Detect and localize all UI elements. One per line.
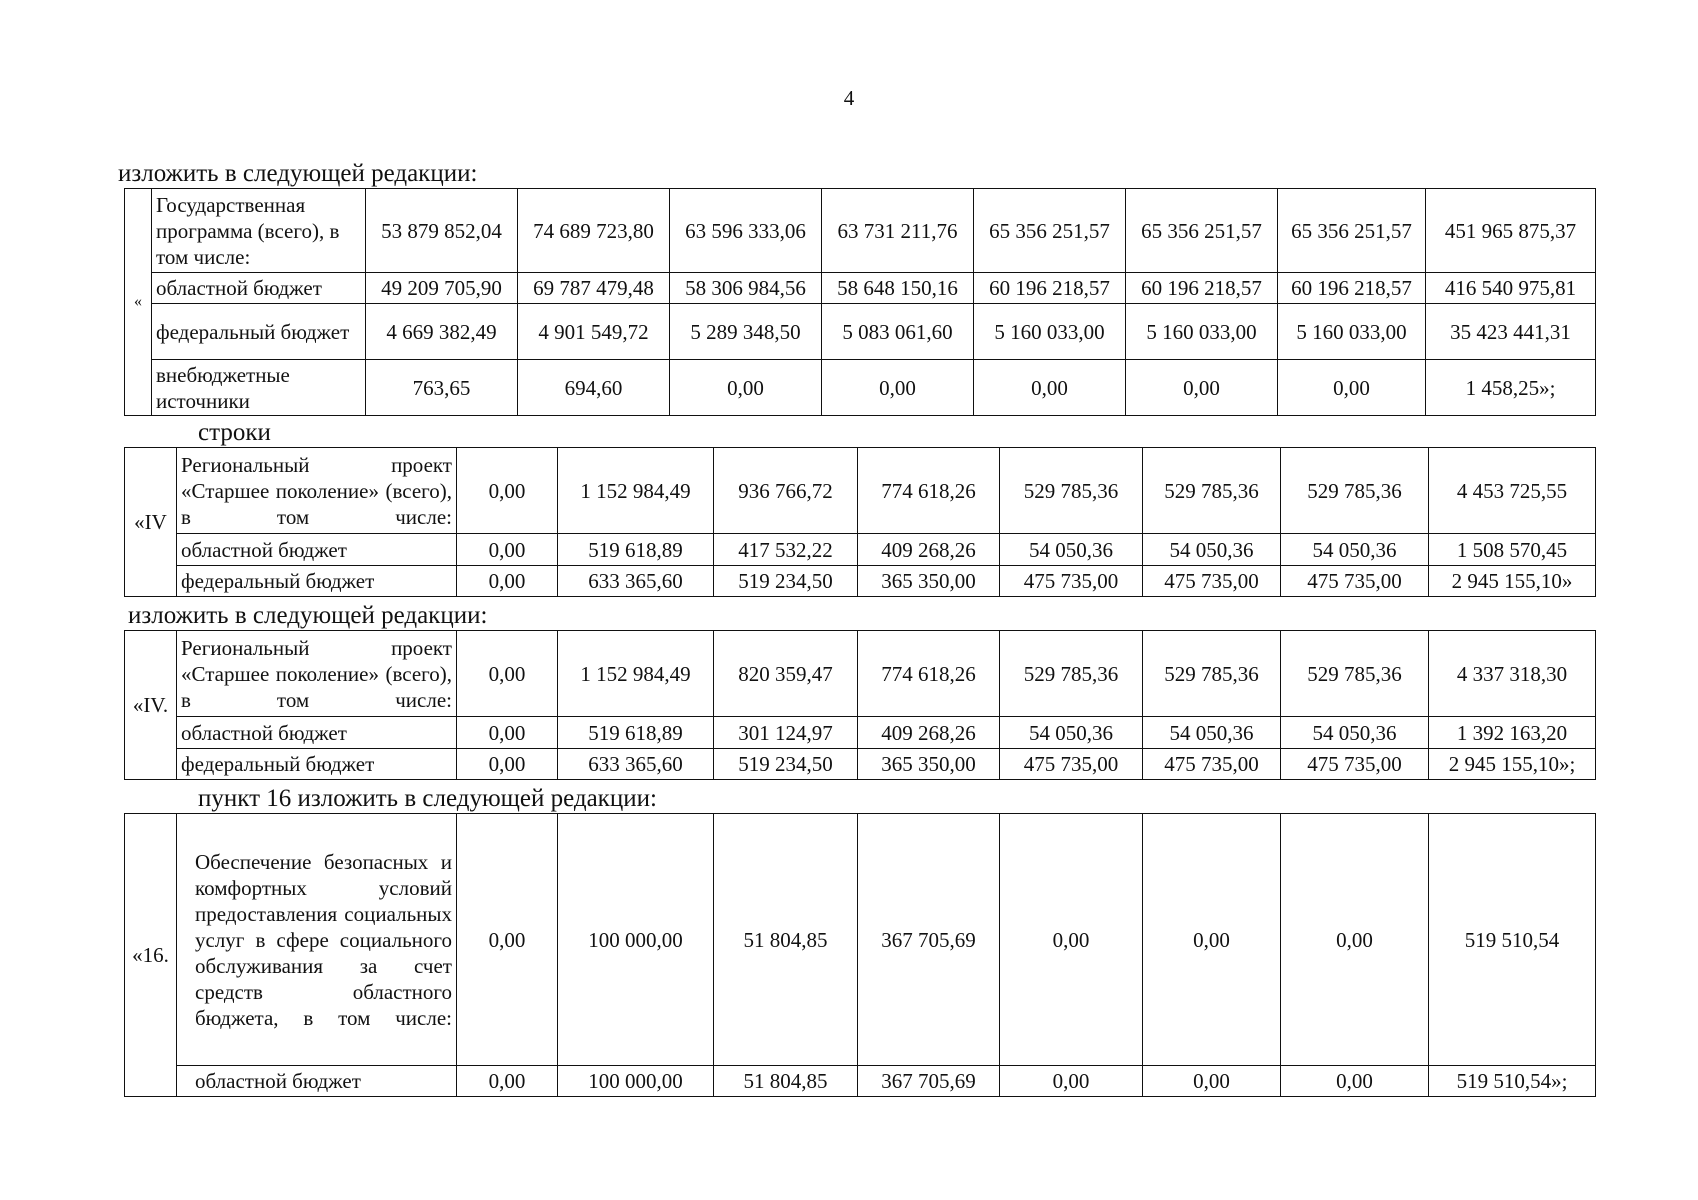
cell-value: 529 785,36 — [1143, 448, 1281, 534]
table-regional-project-old — [124, 447, 1596, 597]
cell-value: 49 209 705,90 — [366, 273, 518, 304]
cell-value: 0,00 — [1126, 360, 1278, 416]
table-row — [125, 448, 1596, 534]
cell-value: 0,00 — [457, 631, 558, 717]
cell-value: 529 785,36 — [1281, 448, 1429, 534]
cell-value: 0,00 — [1281, 814, 1429, 1066]
row-label: федеральный бюджет — [152, 304, 366, 360]
cell-value: 63 596 333,06 — [670, 189, 822, 273]
caption-new-edition-1: изложить в следующей редакции: — [118, 160, 478, 187]
cell-value: 365 350,00 — [858, 566, 1000, 597]
table-row — [125, 749, 1596, 780]
row-marker: «IV. — [125, 631, 177, 780]
cell-value: 475 735,00 — [1000, 749, 1143, 780]
cell-value: 2 945 155,10»; — [1429, 749, 1596, 780]
row-label: областной бюджет — [177, 534, 457, 566]
cell-value: 4 453 725,55 — [1429, 448, 1596, 534]
cell-value: 0,00 — [457, 534, 558, 566]
cell-value: 529 785,36 — [1000, 448, 1143, 534]
cell-value: 367 705,69 — [858, 814, 1000, 1066]
cell-value: 0,00 — [1143, 814, 1281, 1066]
cell-value: 4 337 318,30 — [1429, 631, 1596, 717]
cell-value: 5 160 033,00 — [974, 304, 1126, 360]
cell-value: 60 196 218,57 — [1126, 273, 1278, 304]
caption-item-16: пункт 16 изложить в следующей редакции: — [198, 785, 657, 812]
cell-value: 365 350,00 — [858, 749, 1000, 780]
row-label: областной бюджет — [177, 1066, 457, 1097]
cell-value: 74 689 723,80 — [518, 189, 670, 273]
cell-value: 0,00 — [974, 360, 1126, 416]
cell-value: 0,00 — [457, 448, 558, 534]
cell-value: 694,60 — [518, 360, 670, 416]
cell-value: 65 356 251,57 — [974, 189, 1126, 273]
cell-value: 519 510,54»; — [1429, 1066, 1596, 1097]
cell-value: 475 735,00 — [1143, 749, 1281, 780]
table-item-16 — [124, 813, 1596, 1097]
row-label: внебюджетные источники — [152, 360, 366, 416]
cell-value: 0,00 — [457, 749, 558, 780]
row-label: федеральный бюджет — [177, 566, 457, 597]
cell-value: 1 152 984,49 — [558, 448, 714, 534]
cell-value: 774 618,26 — [858, 448, 1000, 534]
table-state-program — [124, 188, 1596, 416]
cell-value: 51 804,85 — [714, 814, 858, 1066]
cell-value: 0,00 — [457, 814, 558, 1066]
cell-value: 529 785,36 — [1143, 631, 1281, 717]
cell-value: 35 423 441,31 — [1426, 304, 1596, 360]
cell-value: 5 160 033,00 — [1278, 304, 1426, 360]
table-row — [125, 534, 1596, 566]
row-marker: «IV — [125, 448, 177, 597]
cell-value: 54 050,36 — [1143, 717, 1281, 749]
cell-value: 0,00 — [457, 717, 558, 749]
cell-value: 529 785,36 — [1281, 631, 1429, 717]
cell-value: 0,00 — [1278, 360, 1426, 416]
cell-value: 633 365,60 — [558, 566, 714, 597]
cell-value: 475 735,00 — [1281, 566, 1429, 597]
cell-value: 5 289 348,50 — [670, 304, 822, 360]
row-label: Региональный проект «Старшее поколение» (всего), в том числе: — [177, 631, 457, 717]
cell-value: 633 365,60 — [558, 749, 714, 780]
table-row — [125, 304, 1596, 360]
table-row — [125, 631, 1596, 717]
row-label: федеральный бюджет — [177, 749, 457, 780]
cell-value: 451 965 875,37 — [1426, 189, 1596, 273]
cell-value: 519 618,89 — [558, 717, 714, 749]
cell-value: 0,00 — [1281, 1066, 1429, 1097]
row-label: Обеспечение безопасных и комфортных условий предоставления социальных услуг в сфере социального обслуживания за счет средств областного бюджета, в том числе: — [177, 814, 457, 1066]
cell-value: 100 000,00 — [558, 1066, 714, 1097]
table-regional-project-new — [124, 630, 1596, 780]
cell-value: 60 196 218,57 — [974, 273, 1126, 304]
table-row — [125, 566, 1596, 597]
cell-value: 1 458,25»; — [1426, 360, 1596, 416]
cell-value: 0,00 — [1143, 1066, 1281, 1097]
cell-value: 529 785,36 — [1000, 631, 1143, 717]
cell-value: 69 787 479,48 — [518, 273, 670, 304]
cell-value: 51 804,85 — [714, 1066, 858, 1097]
cell-value: 519 618,89 — [558, 534, 714, 566]
cell-value: 409 268,26 — [858, 717, 1000, 749]
cell-value: 0,00 — [457, 566, 558, 597]
cell-value: 53 879 852,04 — [366, 189, 518, 273]
table-row — [125, 189, 1596, 273]
cell-value: 409 268,26 — [858, 534, 1000, 566]
cell-value: 54 050,36 — [1281, 534, 1429, 566]
table-row — [125, 1066, 1596, 1097]
cell-value: 5 160 033,00 — [1126, 304, 1278, 360]
table-row — [125, 273, 1596, 304]
cell-value: 65 356 251,57 — [1126, 189, 1278, 273]
cell-value: 4 901 549,72 — [518, 304, 670, 360]
cell-value: 519 234,50 — [714, 566, 858, 597]
cell-value: 475 735,00 — [1281, 749, 1429, 780]
cell-value: 820 359,47 — [714, 631, 858, 717]
cell-value: 774 618,26 — [858, 631, 1000, 717]
cell-value: 0,00 — [1000, 1066, 1143, 1097]
cell-value: 54 050,36 — [1000, 717, 1143, 749]
cell-value: 4 669 382,49 — [366, 304, 518, 360]
row-label: Государственная программа (всего), в том числе: — [152, 189, 366, 273]
cell-value: 475 735,00 — [1143, 566, 1281, 597]
cell-value: 416 540 975,81 — [1426, 273, 1596, 304]
cell-value: 0,00 — [1000, 814, 1143, 1066]
cell-value: 54 050,36 — [1000, 534, 1143, 566]
cell-value: 1 392 163,20 — [1429, 717, 1596, 749]
cell-value: 1 152 984,49 — [558, 631, 714, 717]
caption-new-edition-2: изложить в следующей редакции: — [128, 602, 488, 629]
cell-value: 0,00 — [822, 360, 974, 416]
cell-value: 0,00 — [670, 360, 822, 416]
table-row — [125, 814, 1596, 1066]
row-label: областной бюджет — [177, 717, 457, 749]
cell-value: 2 945 155,10» — [1429, 566, 1596, 597]
table-row — [125, 717, 1596, 749]
cell-value: 65 356 251,57 — [1278, 189, 1426, 273]
cell-value: 58 306 984,56 — [670, 273, 822, 304]
row-marker: « — [125, 189, 152, 416]
page-number: 4 — [843, 86, 855, 110]
cell-value: 936 766,72 — [714, 448, 858, 534]
cell-value: 60 196 218,57 — [1278, 273, 1426, 304]
cell-value: 475 735,00 — [1000, 566, 1143, 597]
cell-value: 519 510,54 — [1429, 814, 1596, 1066]
cell-value: 54 050,36 — [1281, 717, 1429, 749]
cell-value: 63 731 211,76 — [822, 189, 974, 273]
caption-lines: строки — [198, 419, 271, 446]
cell-value: 5 083 061,60 — [822, 304, 974, 360]
row-label: Региональный проект «Старшее поколение» (всего), в том числе: — [177, 448, 457, 534]
cell-value: 0,00 — [457, 1066, 558, 1097]
cell-value: 763,65 — [366, 360, 518, 416]
cell-value: 367 705,69 — [858, 1066, 1000, 1097]
row-label: областной бюджет — [152, 273, 366, 304]
cell-value: 54 050,36 — [1143, 534, 1281, 566]
cell-value: 58 648 150,16 — [822, 273, 974, 304]
table-row — [125, 360, 1596, 416]
cell-value: 301 124,97 — [714, 717, 858, 749]
cell-value: 519 234,50 — [714, 749, 858, 780]
row-marker: «16. — [125, 814, 177, 1097]
cell-value: 100 000,00 — [558, 814, 714, 1066]
cell-value: 1 508 570,45 — [1429, 534, 1596, 566]
cell-value: 417 532,22 — [714, 534, 858, 566]
